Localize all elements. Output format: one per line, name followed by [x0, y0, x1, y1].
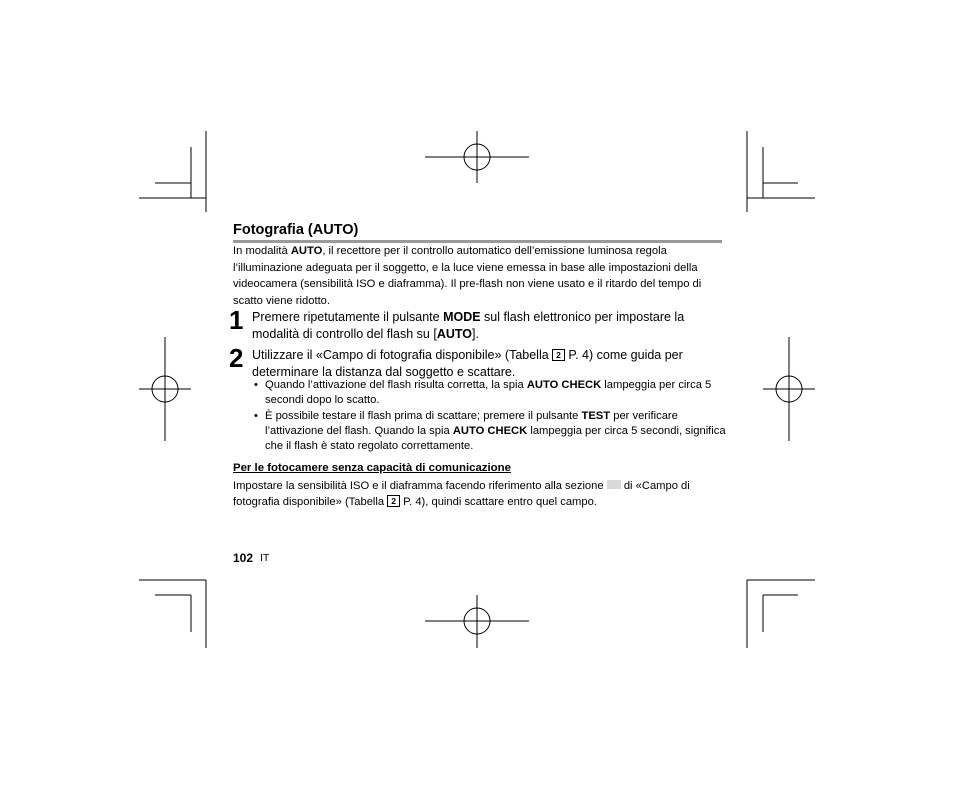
mode-keyword: MODE — [443, 310, 481, 324]
bullet-text: È possibile testare il flash prima di scattare; premere il pulsante — [265, 410, 582, 422]
bullet-text: lampeggia per circa 5 secondi, significa che il flash è stato regolato correttamente. — [265, 425, 726, 452]
bullet-text: lampeggia per circa 5 secondi dopo lo scatto. — [265, 379, 712, 406]
subsection-text-2: di «Campo di fotografia disponibile» (Tabella — [233, 480, 690, 508]
step-2-text-1: Utilizzare il «Campo di fotografia disponibile» (Tabella — [252, 348, 553, 362]
bullet-dot: • — [254, 379, 258, 391]
step-1-text — [252, 309, 722, 342]
bullet-text: Quando l’attivazione del flash risulta corretta, la spia — [265, 379, 527, 391]
auto-check-keyword: AUTO CHECK — [526, 379, 602, 391]
step-1-auto-keyword: AUTO — [436, 326, 473, 341]
grey-area-swatch — [607, 480, 621, 489]
subsection-text-3: P. 4), quindi scattare entro quel campo. — [399, 495, 597, 508]
language-code: IT — [260, 552, 270, 564]
table-reference-badge: 2 — [387, 495, 400, 507]
page-number: 102 — [233, 551, 254, 565]
intro-paragraph — [233, 243, 723, 309]
bullet-dot: • — [254, 410, 258, 422]
intro-auto-keyword: AUTO — [290, 245, 323, 257]
step-1-number: 1 — [229, 305, 244, 335]
bullet-item — [254, 378, 726, 408]
step-1-text-3: ]. — [472, 326, 479, 341]
section-title: Fotografia (AUTO) — [233, 222, 722, 243]
bullet-item — [254, 409, 726, 454]
bullet-list — [254, 378, 726, 455]
intro-text-2: , il recettore per il controllo automatico dell’emissione luminosa regola l’illuminazione adeguata per il soggetto, e la luce viene emessa in base alle impostazioni della videocamera (sensibilità ISO e diaframma). Il pre-flash non viene usato e il ritardo del tempo di scatto viene ridotto. — [233, 245, 702, 307]
subsection-text-1: Impostare la sensibilità ISO e il diaframma facendo riferimento alla sezione — [233, 480, 607, 492]
step-2-number: 2 — [229, 343, 244, 373]
table-reference-badge: 2 — [552, 349, 565, 361]
intro-text-1: In modalità — [233, 245, 291, 257]
bullet-text: per verificare l’attivazione del flash. Quando la spia — [265, 410, 678, 437]
auto-check-keyword: AUTO CHECK — [452, 425, 528, 437]
step-2-text-2: P. 4) come guida per determinare la distanza dal soggetto e scattare. — [252, 348, 683, 379]
step-1-text-2: sul flash elettronico per impostare la modalità di controllo del flash su [ — [252, 310, 685, 341]
test-keyword: TEST — [581, 410, 611, 422]
subsection-title: Per le fotocamere senza capacità di comunicazione — [233, 462, 511, 474]
step-1-text-1: Premere ripetutamente il pulsante — [252, 310, 444, 324]
step-2-text — [252, 347, 722, 380]
subsection-paragraph — [233, 479, 723, 510]
